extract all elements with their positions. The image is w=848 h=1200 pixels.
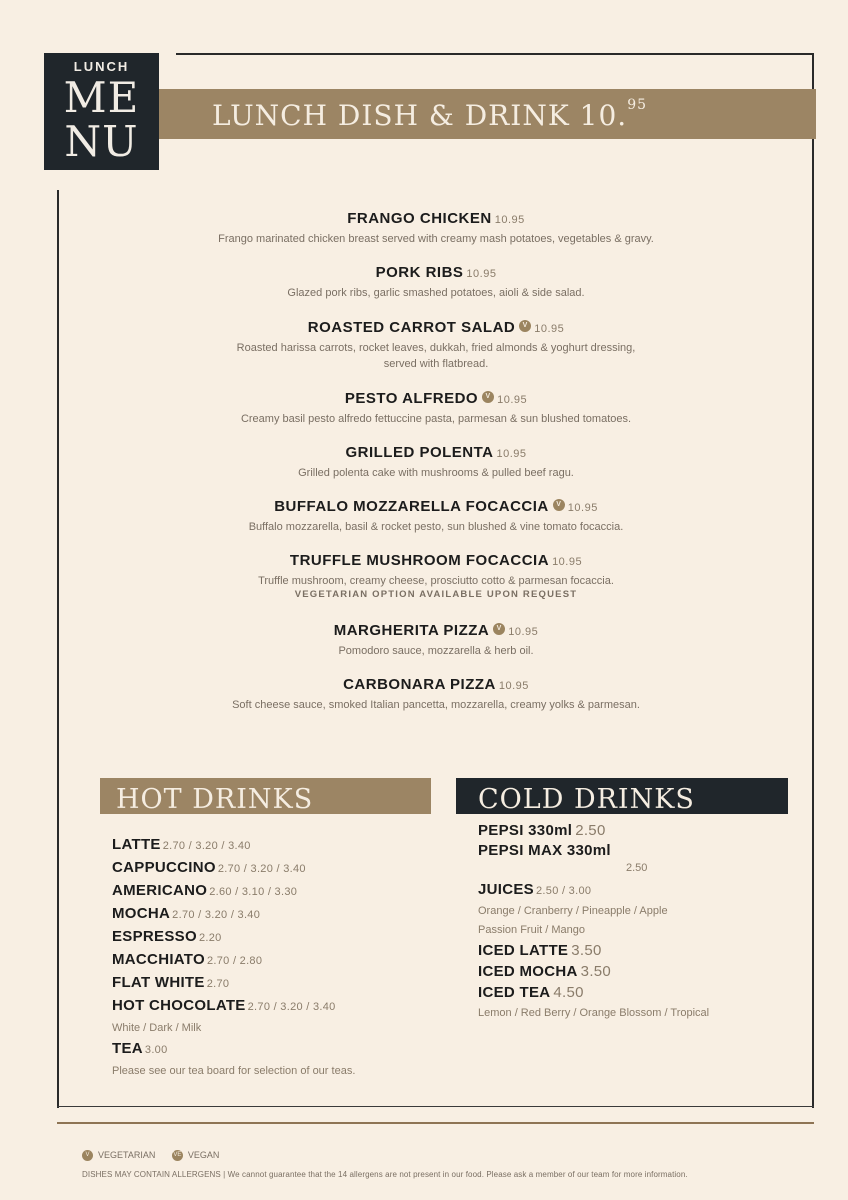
drink-price: 3.50 — [580, 963, 612, 980]
drink-item — [112, 949, 432, 972]
drink-price: 2.50 — [626, 862, 648, 874]
drink-price: 2.70 / 3.20 / 3.40 — [162, 840, 251, 852]
vegetarian-badge-icon: V — [553, 499, 565, 511]
dish-price: 10.95 — [552, 556, 583, 568]
drink-item — [112, 1038, 432, 1061]
dish-item — [100, 622, 772, 659]
dish-name: MARGHERITA PIZZA — [333, 622, 490, 639]
dish-name: PESTO ALFREDO — [344, 390, 479, 407]
dish-item — [100, 444, 772, 481]
drink-price: 4.50 — [553, 984, 584, 1001]
dish-description: Soft cheese sauce, smoked Italian pancetta, mozzarella, creamy yolks & parmesan. — [232, 699, 640, 711]
dish-price: 10.95 — [508, 626, 539, 638]
drink-price: 2.60 / 3.10 / 3.30 — [209, 886, 298, 898]
drink-price: 3.50 — [571, 942, 602, 959]
dish-description: Buffalo mozzarella, basil & rocket pesto, sun blushed & vine tomato focaccia. — [248, 521, 624, 533]
frame-bottom-rule — [57, 1106, 814, 1107]
lunch-menu-logo — [44, 53, 159, 170]
dish-description — [100, 340, 772, 372]
drink-name: FLAT WHITE — [112, 974, 205, 991]
dish-title — [100, 319, 772, 336]
dish-title — [100, 390, 772, 407]
frame-top-rule — [176, 53, 812, 55]
dish-item — [100, 210, 772, 247]
dish-price: 10.95 — [567, 502, 598, 514]
tea-note: Please see our tea board for selection of our teas. — [112, 1065, 356, 1077]
dish-price: 10.95 — [496, 448, 527, 460]
drink-item — [112, 972, 432, 995]
drink-price: 2.50 — [575, 822, 606, 839]
allergen-footnote: DISHES MAY CONTAIN ALLERGENS | We cannot guarantee that the 14 allergens are not present in our food. Please ask a member of our team for more information. — [82, 1170, 688, 1179]
dish-title — [100, 210, 772, 227]
frame-bottom-accent-rule — [57, 1122, 814, 1124]
dish-name: ROASTED CARROT SALAD — [307, 319, 516, 336]
dish-item — [100, 264, 772, 301]
juice-options-more: Passion Fruit / Mango — [478, 924, 585, 936]
drink-item — [478, 982, 798, 1003]
dish-item — [100, 319, 772, 372]
drink-name: ICED TEA — [478, 984, 551, 1001]
drink-item — [112, 995, 432, 1018]
dish-price: 10.95 — [494, 214, 525, 226]
dish-description-line-2: served with flatbread. — [383, 358, 489, 370]
frame-right-rule — [812, 53, 814, 1108]
dish-name: TRUFFLE MUSHROOM FOCACCIA — [289, 552, 550, 569]
logo-small-text: LUNCH — [73, 59, 130, 74]
drink-name: LATTE — [112, 836, 161, 853]
drink-item — [478, 961, 798, 982]
drink-name: MACCHIATO — [112, 951, 205, 968]
dish-price: 10.95 — [466, 268, 497, 280]
legend-vegan — [172, 1150, 220, 1161]
dish-title — [100, 444, 772, 461]
drink-name: MOCHA — [112, 905, 171, 922]
dish-item — [100, 552, 772, 600]
dish-title — [100, 498, 772, 515]
hot-drinks-list — [112, 834, 432, 1081]
drink-name: PEPSI 330ml — [478, 822, 573, 839]
dish-description: Truffle mushroom, creamy cheese, prosciutto cotto & parmesan focaccia. — [258, 575, 614, 587]
dish-name: BUFFALO MOZZARELLA FOCACCIA — [274, 498, 549, 515]
hot-drinks-heading: HOT DRINKS — [116, 784, 314, 815]
drink-name: ICED LATTE — [478, 942, 569, 959]
drink-name: AMERICANO — [112, 882, 208, 899]
drink-item — [112, 857, 432, 880]
dish-title — [100, 676, 772, 693]
dish-title — [100, 622, 772, 639]
drink-price: 2.70 / 3.20 / 3.40 — [217, 863, 306, 875]
vegetarian-badge-icon: V — [82, 1150, 93, 1161]
vegan-badge-icon: VE — [172, 1150, 183, 1161]
drink-price: 2.20 — [198, 932, 222, 944]
dish-description-line-1: Roasted harissa carrots, rocket leaves, dukkah, fried almonds & yoghurt dressing, — [236, 342, 636, 354]
vegetarian-badge-icon: V — [519, 320, 531, 332]
drink-name: JUICES — [478, 881, 534, 898]
drink-item — [478, 820, 798, 841]
legend-vegan-label: VEGAN — [187, 1150, 220, 1160]
drink-item — [478, 841, 798, 860]
drink-price: 2.70 / 3.20 / 3.40 — [247, 1001, 336, 1013]
iced-tea-options: Lemon / Red Berry / Orange Blossom / Tropical — [478, 1007, 710, 1019]
dish-name: PORK RIBS — [375, 264, 464, 281]
drink-item — [112, 926, 432, 949]
hot-chocolate-options: White / Dark / Milk — [112, 1022, 202, 1034]
drink-name: PEPSI MAX 330ml — [478, 842, 611, 859]
drink-name: HOT CHOCOLATE — [112, 997, 246, 1014]
dish-description: Pomodoro sauce, mozzarella & herb oil. — [338, 645, 534, 657]
drink-item — [478, 940, 798, 961]
dish-description: Glazed pork ribs, garlic smashed potatoes, aioli & side salad. — [287, 287, 585, 299]
dietary-legend — [82, 1150, 233, 1161]
drink-item — [112, 880, 432, 903]
drink-name: ICED MOCHA — [478, 963, 578, 980]
dish-title — [100, 552, 772, 569]
drink-price: 2.50 / 3.00 — [536, 885, 592, 897]
page-title — [212, 99, 647, 132]
dish-item — [100, 498, 772, 535]
cold-drinks-list — [478, 820, 798, 1024]
frame-left-rule — [57, 190, 59, 1108]
dish-price: 10.95 — [497, 394, 528, 406]
drink-price: 2.70 — [206, 978, 230, 990]
dish-description: Grilled polenta cake with mushrooms & pulled beef ragu. — [298, 467, 574, 479]
drink-item — [112, 834, 432, 857]
dish-name: CARBONARA PIZZA — [343, 676, 496, 693]
dish-title — [100, 264, 772, 281]
page-title-price-sup: 95 — [627, 97, 648, 113]
drink-price: 3.00 — [144, 1044, 168, 1056]
dish-description: Frango marinated chicken breast served with creamy mash potatoes, vegetables & gravy. — [218, 233, 654, 245]
juice-options: Orange / Cranberry / Pineapple / Apple — [478, 905, 668, 917]
vegetarian-badge-icon: V — [493, 623, 505, 635]
cold-drinks-heading: COLD DRINKS — [478, 784, 695, 815]
dish-price: 10.95 — [498, 680, 529, 692]
dish-item — [100, 676, 772, 713]
vegetarian-option-note: VEGETARIAN OPTION AVAILABLE UPON REQUEST — [294, 589, 578, 600]
dish-price: 10.95 — [534, 323, 565, 335]
logo-line-1: ME — [63, 73, 140, 122]
vegetarian-badge-icon: V — [482, 391, 494, 403]
logo-line-2: NU — [64, 117, 139, 166]
dish-name: FRANGO CHICKEN — [347, 210, 492, 227]
drink-price: 2.70 / 3.20 / 3.40 — [172, 909, 261, 921]
drink-name: TEA — [112, 1040, 143, 1057]
legend-vegetarian-label: VEGETARIAN — [98, 1150, 156, 1160]
drink-name: CAPPUCCINO — [112, 859, 216, 876]
drink-price: 2.70 / 2.80 — [206, 955, 263, 967]
dish-description: Creamy basil pesto alfredo fettuccine pasta, parmesan & sun blushed tomatoes. — [240, 413, 632, 425]
drink-item — [112, 903, 432, 926]
drink-name: ESPRESSO — [112, 928, 197, 945]
legend-vegetarian — [82, 1150, 155, 1161]
dish-name: GRILLED POLENTA — [345, 444, 494, 461]
page-title-text: LUNCH DISH & DRINK 10. — [212, 99, 628, 132]
dish-item — [100, 390, 772, 427]
drink-item — [478, 879, 798, 902]
